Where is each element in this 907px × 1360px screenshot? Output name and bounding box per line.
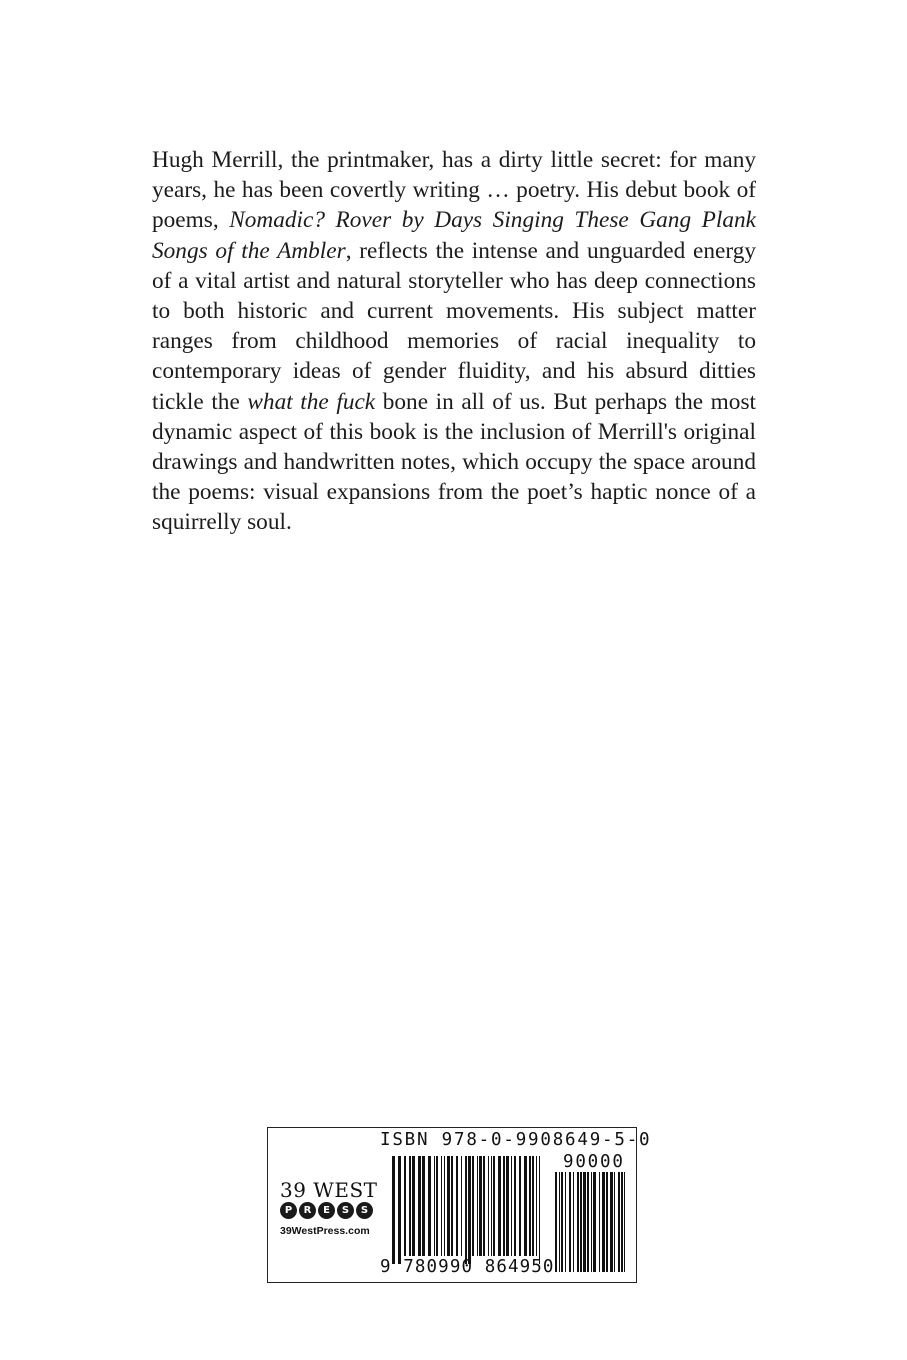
barcode-bar [618, 1172, 620, 1272]
barcode-bar [569, 1172, 571, 1272]
barcode-bar [398, 1156, 401, 1264]
barcode-bar [610, 1172, 613, 1272]
press-badge-letter: R [299, 1202, 316, 1219]
barcode-bar [606, 1172, 608, 1272]
addon-price-code: 90000 [563, 1152, 625, 1172]
press-badge-letter: S [337, 1202, 354, 1219]
barcode-bar [599, 1172, 600, 1272]
barcode-bar [539, 1156, 540, 1264]
barcode-bar [593, 1172, 596, 1272]
blurb-text-part3: bone in all of us. But perhaps the most dynamic aspect of this book is the inclusion of Merrill's original drawings and handwritten notes, which occupy the space around the poems: visual expansions from the poet’s haptic nonce of a squirrelly soul. [152, 388, 756, 536]
barcode-bar [479, 1156, 482, 1256]
barcode-bar [477, 1156, 478, 1256]
barcode-bar [602, 1172, 605, 1272]
press-badges [280, 1202, 373, 1219]
barcode-bar [583, 1172, 586, 1272]
barcode-bar [503, 1156, 505, 1256]
blurb-emphasis: what the fuck [247, 388, 376, 415]
barcode-bar [493, 1156, 495, 1256]
barcode-bar [468, 1156, 471, 1264]
barcode-bar [444, 1156, 445, 1256]
barcode-bar [587, 1172, 589, 1272]
barcode-bar [519, 1156, 521, 1256]
barcode-bar [591, 1172, 592, 1272]
barcode-bar [488, 1156, 489, 1256]
barcode-bar [447, 1156, 450, 1256]
barcode-bar [392, 1156, 395, 1264]
barcode-bar [524, 1156, 527, 1256]
barcode-bar [451, 1156, 453, 1256]
barcode-bar [434, 1156, 435, 1256]
barcode-bar [561, 1172, 563, 1272]
addon-barcode-bars [555, 1172, 627, 1272]
barcode-bar [532, 1156, 534, 1256]
barcode-bar [422, 1156, 425, 1256]
barcode-bar [624, 1172, 625, 1272]
barcode-bar [555, 1172, 557, 1272]
barcode-bar [409, 1156, 411, 1256]
barcode-bar [456, 1156, 458, 1256]
barcode-bar [614, 1172, 615, 1272]
barcode-bar [404, 1156, 406, 1256]
barcode-bar [491, 1156, 492, 1256]
barcode-bar [621, 1172, 623, 1272]
barcode-bar [441, 1156, 442, 1256]
publisher-name: 39 WEST [280, 1178, 378, 1202]
barcode-bar [418, 1156, 421, 1256]
publisher-url: 39WestPress.com [280, 1225, 370, 1237]
barcode-bar [573, 1172, 574, 1272]
barcode-bar [577, 1172, 579, 1272]
ean-barcode-bars [392, 1156, 542, 1264]
barcode-bar [536, 1156, 537, 1256]
book-title: Nomadic? Rover by Days Singing These Gang Plank Songs of the Ambler [152, 207, 756, 264]
barcode-bar [559, 1172, 560, 1272]
back-cover-blurb [152, 145, 756, 538]
barcode-bar [428, 1156, 431, 1256]
barcode-bar [506, 1156, 509, 1256]
isbn-barcode-box [267, 1127, 652, 1283]
ean-digits: 9 780990 864950 [380, 1257, 555, 1277]
isbn-label: ISBN 978-0-9908649-5-0 [380, 1130, 652, 1150]
barcode-bar [529, 1156, 531, 1256]
barcode-bar [580, 1172, 582, 1272]
barcode-bar [461, 1156, 462, 1256]
barcode-bar [565, 1172, 566, 1272]
barcode-bar [511, 1156, 512, 1256]
barcode-bar [472, 1156, 474, 1256]
blurb-text-part1: Hugh Merrill, the printmaker, has a dirty little secret: for many years, he has been covertly writing … poetry. His debut book of poems, [152, 147, 756, 234]
barcode-bar [483, 1156, 485, 1256]
press-badge-letter: P [280, 1202, 297, 1219]
blurb-text-part2: , reflects the intense and unguarded energy of a vital artist and natural storyteller who has deep connections to both historic and current movements. His subject matter ranges from childhood memories of racial inequality to contemporary ideas of gender fluidity, and his absurd ditties tickle the [152, 237, 756, 415]
barcode-bar [412, 1156, 415, 1256]
barcode-bar [465, 1156, 467, 1264]
barcode-bar [436, 1156, 438, 1256]
press-badge-letter: S [356, 1202, 373, 1219]
press-badge-letter: E [318, 1202, 335, 1219]
barcode-bar [514, 1156, 516, 1256]
barcode-bar [498, 1156, 501, 1256]
